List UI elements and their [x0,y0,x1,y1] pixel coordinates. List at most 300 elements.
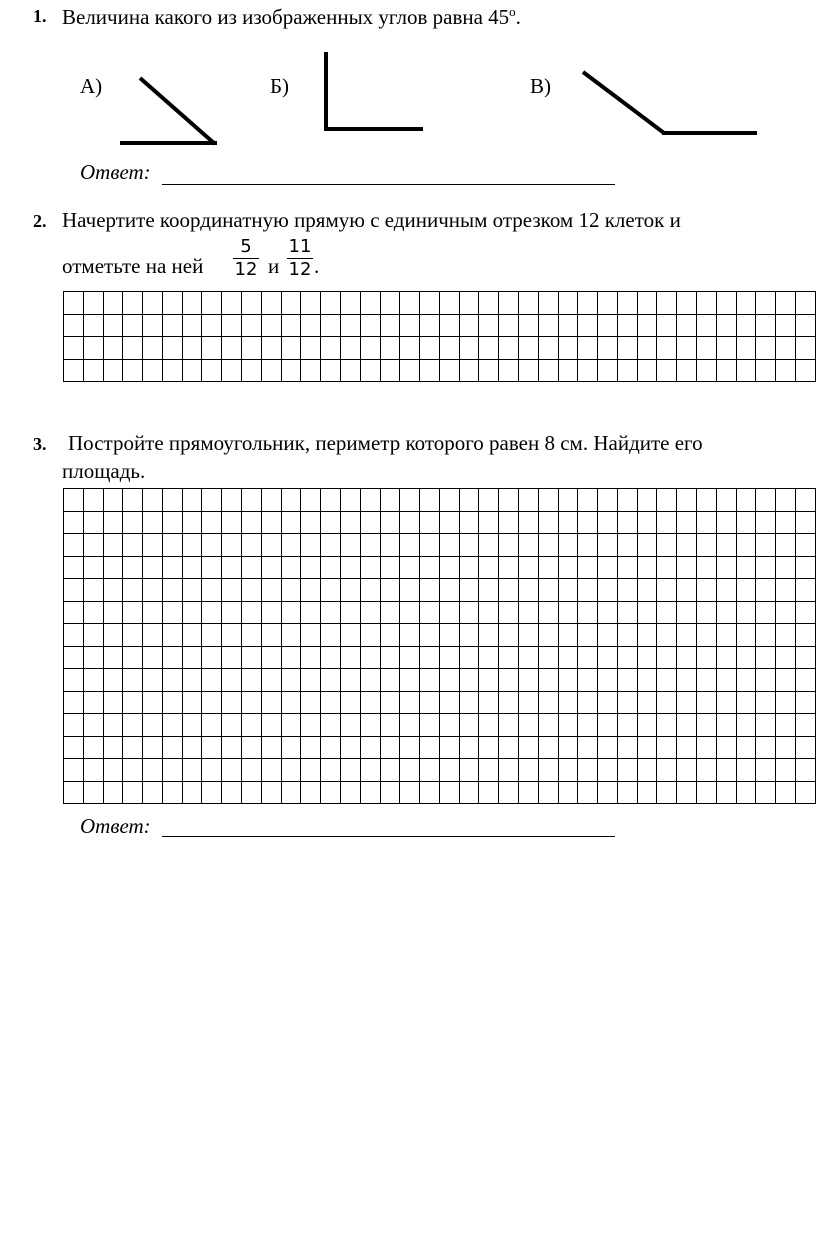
grid-cell[interactable] [123,337,143,360]
grid-cell[interactable] [736,624,756,647]
grid-cell[interactable] [499,556,519,579]
grid-cell[interactable] [420,714,440,737]
grid-cell[interactable] [64,359,84,382]
grid-cell[interactable] [756,292,776,315]
grid-cell[interactable] [756,736,776,759]
grid-cell[interactable] [301,314,321,337]
grid-cell[interactable] [340,736,360,759]
grid-cell[interactable] [439,511,459,534]
grid-cell[interactable] [598,714,618,737]
grid-cell[interactable] [162,579,182,602]
grid-cell[interactable] [499,314,519,337]
grid-cell[interactable] [558,511,578,534]
grid-cell[interactable] [499,534,519,557]
grid-cell[interactable] [578,359,598,382]
grid-cell[interactable] [657,314,677,337]
grid-cell[interactable] [400,781,420,804]
grid-cell[interactable] [439,736,459,759]
grid-cell[interactable] [617,714,637,737]
grid-cell[interactable] [301,534,321,557]
grid-cell[interactable] [499,624,519,647]
grid-cell[interactable] [143,601,163,624]
grid-cell[interactable] [64,534,84,557]
grid-cell[interactable] [637,489,657,512]
grid-cell[interactable] [459,781,479,804]
grid-cell[interactable] [459,489,479,512]
grid-cell[interactable] [716,489,736,512]
grid-cell[interactable] [479,646,499,669]
grid-cell[interactable] [202,736,222,759]
grid-cell[interactable] [598,359,618,382]
grid-cell[interactable] [617,601,637,624]
grid-cell[interactable] [420,489,440,512]
grid-cell[interactable] [479,556,499,579]
grid-cell[interactable] [400,646,420,669]
grid-cell[interactable] [479,759,499,782]
grid-cell[interactable] [776,337,796,360]
grid-cell[interactable] [83,489,103,512]
grid-cell[interactable] [499,736,519,759]
grid-cell[interactable] [518,337,538,360]
grid-cell[interactable] [459,624,479,647]
grid-cell[interactable] [558,691,578,714]
grid-cell[interactable] [637,646,657,669]
grid-cell[interactable] [756,534,776,557]
grid-cell[interactable] [677,736,697,759]
grid-cell[interactable] [538,359,558,382]
grid-cell[interactable] [538,601,558,624]
grid-cell[interactable] [697,511,717,534]
grid-cell[interactable] [162,534,182,557]
grid-cell[interactable] [123,292,143,315]
grid-cell[interactable] [716,556,736,579]
task3-answer-line[interactable] [162,836,615,837]
grid-cell[interactable] [677,556,697,579]
grid-cell[interactable] [83,714,103,737]
grid-cell[interactable] [123,714,143,737]
grid-cell[interactable] [776,579,796,602]
grid-cell[interactable] [578,534,598,557]
grid-cell[interactable] [657,337,677,360]
grid-cell[interactable] [598,579,618,602]
grid-cell[interactable] [83,781,103,804]
grid-cell[interactable] [795,714,815,737]
grid-cell[interactable] [64,511,84,534]
grid-cell[interactable] [83,511,103,534]
grid-cell[interactable] [479,714,499,737]
grid-cell[interactable] [143,534,163,557]
grid-cell[interactable] [677,489,697,512]
grid-cell[interactable] [340,489,360,512]
grid-cell[interactable] [182,534,202,557]
grid-cell[interactable] [538,489,558,512]
grid-cell[interactable] [261,337,281,360]
grid-cell[interactable] [756,337,776,360]
grid-cell[interactable] [222,624,242,647]
grid-cell[interactable] [360,489,380,512]
grid-cell[interactable] [439,646,459,669]
grid-cell[interactable] [459,556,479,579]
grid-cell[interactable] [518,489,538,512]
grid-cell[interactable] [657,601,677,624]
grid-cell[interactable] [538,292,558,315]
grid-cell[interactable] [716,781,736,804]
grid-cell[interactable] [736,781,756,804]
grid-cell[interactable] [558,781,578,804]
grid-cell[interactable] [795,781,815,804]
grid-cell[interactable] [301,714,321,737]
grid-cell[interactable] [558,534,578,557]
grid-cell[interactable] [380,489,400,512]
grid-cell[interactable] [736,534,756,557]
grid-cell[interactable] [558,736,578,759]
grid-cell[interactable] [162,489,182,512]
grid-cell[interactable] [64,489,84,512]
grid-cell[interactable] [103,736,123,759]
grid-cell[interactable] [677,337,697,360]
grid-cell[interactable] [420,624,440,647]
grid-cell[interactable] [202,556,222,579]
grid-cell[interactable] [340,601,360,624]
grid-cell[interactable] [182,314,202,337]
grid-cell[interactable] [617,359,637,382]
grid-cell[interactable] [420,646,440,669]
grid-cell[interactable] [598,337,618,360]
grid-cell[interactable] [261,691,281,714]
grid-cell[interactable] [776,292,796,315]
grid-cell[interactable] [637,292,657,315]
grid-cell[interactable] [123,359,143,382]
grid-cell[interactable] [281,556,301,579]
grid-cell[interactable] [83,669,103,692]
grid-cell[interactable] [64,314,84,337]
grid-cell[interactable] [64,579,84,602]
grid-cell[interactable] [380,511,400,534]
grid-cell[interactable] [499,781,519,804]
grid-cell[interactable] [439,714,459,737]
grid-cell[interactable] [518,781,538,804]
grid-cell[interactable] [360,511,380,534]
grid-cell[interactable] [83,556,103,579]
grid-cell[interactable] [242,511,262,534]
grid-cell[interactable] [716,691,736,714]
grid-cell[interactable] [321,669,341,692]
grid-cell[interactable] [558,759,578,782]
grid-cell[interactable] [459,714,479,737]
grid-cell[interactable] [578,691,598,714]
grid-cell[interactable] [657,669,677,692]
grid-cell[interactable] [261,579,281,602]
grid-cell[interactable] [103,511,123,534]
grid-cell[interactable] [380,534,400,557]
grid-cell[interactable] [162,556,182,579]
grid-cell[interactable] [538,556,558,579]
grid-cell[interactable] [143,359,163,382]
grid-cell[interactable] [360,314,380,337]
grid-cell[interactable] [598,292,618,315]
grid-cell[interactable] [598,691,618,714]
grid-cell[interactable] [321,511,341,534]
grid-cell[interactable] [64,624,84,647]
grid-cell[interactable] [360,714,380,737]
grid-cell[interactable] [479,534,499,557]
grid-cell[interactable] [637,314,657,337]
grid-cell[interactable] [677,669,697,692]
grid-cell[interactable] [64,759,84,782]
grid-cell[interactable] [400,736,420,759]
grid-cell[interactable] [736,736,756,759]
grid-cell[interactable] [637,691,657,714]
grid-cell[interactable] [162,646,182,669]
grid-cell[interactable] [162,337,182,360]
grid-cell[interactable] [83,337,103,360]
grid-cell[interactable] [340,579,360,602]
grid-cell[interactable] [242,534,262,557]
grid-cell[interactable] [578,292,598,315]
grid-cell[interactable] [182,489,202,512]
grid-cell[interactable] [697,337,717,360]
grid-cell[interactable] [400,691,420,714]
grid-cell[interactable] [162,292,182,315]
grid-cell[interactable] [242,579,262,602]
grid-cell[interactable] [64,781,84,804]
grid-cell[interactable] [103,714,123,737]
grid-cell[interactable] [162,624,182,647]
grid-cell[interactable] [499,511,519,534]
grid-cell[interactable] [538,579,558,602]
grid-cell[interactable] [756,601,776,624]
grid-cell[interactable] [281,669,301,692]
grid-cell[interactable] [143,489,163,512]
grid-cell[interactable] [499,669,519,692]
grid-cell[interactable] [459,359,479,382]
grid-cell[interactable] [558,556,578,579]
grid-cell[interactable] [380,759,400,782]
grid-cell[interactable] [617,292,637,315]
grid-cell[interactable] [776,669,796,692]
grid-cell[interactable] [716,511,736,534]
grid-cell[interactable] [518,601,538,624]
grid-cell[interactable] [795,601,815,624]
grid-cell[interactable] [578,714,598,737]
grid-cell[interactable] [103,669,123,692]
grid-cell[interactable] [677,579,697,602]
grid-cell[interactable] [558,714,578,737]
grid-cell[interactable] [558,359,578,382]
grid-cell[interactable] [479,601,499,624]
grid-cell[interactable] [281,489,301,512]
grid-cell[interactable] [301,646,321,669]
grid-cell[interactable] [499,489,519,512]
grid-cell[interactable] [182,781,202,804]
grid-cell[interactable] [657,579,677,602]
grid-cell[interactable] [242,691,262,714]
grid-cell[interactable] [360,736,380,759]
grid-cell[interactable] [380,314,400,337]
grid-cell[interactable] [281,624,301,647]
grid-cell[interactable] [321,781,341,804]
grid-cell[interactable] [281,736,301,759]
grid-cell[interactable] [321,601,341,624]
grid-cell[interactable] [459,534,479,557]
grid-cell[interactable] [756,359,776,382]
grid-cell[interactable] [697,314,717,337]
grid-cell[interactable] [795,359,815,382]
grid-cell[interactable] [143,314,163,337]
grid-cell[interactable] [143,736,163,759]
grid-cell[interactable] [697,579,717,602]
grid-cell[interactable] [479,314,499,337]
grid-cell[interactable] [261,759,281,782]
grid-cell[interactable] [222,714,242,737]
grid-cell[interactable] [637,601,657,624]
grid-cell[interactable] [182,511,202,534]
grid-cell[interactable] [182,556,202,579]
grid-cell[interactable] [558,489,578,512]
grid-cell[interactable] [617,669,637,692]
grid-cell[interactable] [697,759,717,782]
grid-cell[interactable] [162,359,182,382]
grid-cell[interactable] [301,556,321,579]
grid-cell[interactable] [64,556,84,579]
grid-cell[interactable] [103,781,123,804]
grid-cell[interactable] [321,556,341,579]
grid-cell[interactable] [242,556,262,579]
grid-cell[interactable] [83,292,103,315]
grid-cell[interactable] [420,511,440,534]
grid-cell[interactable] [400,579,420,602]
grid-cell[interactable] [657,292,677,315]
grid-cell[interactable] [697,714,717,737]
grid-task2[interactable] [63,291,816,382]
grid-cell[interactable] [756,781,776,804]
grid-cell[interactable] [64,601,84,624]
grid-cell[interactable] [222,556,242,579]
grid-cell[interactable] [499,579,519,602]
grid-cell[interactable] [182,646,202,669]
grid-cell[interactable] [321,314,341,337]
grid-cell[interactable] [736,511,756,534]
grid-cell[interactable] [103,337,123,360]
grid-cell[interactable] [301,736,321,759]
grid-cell[interactable] [776,359,796,382]
grid-cell[interactable] [677,781,697,804]
grid-cell[interactable] [103,359,123,382]
grid-cell[interactable] [83,579,103,602]
grid-cell[interactable] [340,337,360,360]
grid-cell[interactable] [420,556,440,579]
grid-cell[interactable] [697,624,717,647]
grid-cell[interactable] [64,669,84,692]
grid-cell[interactable] [64,646,84,669]
grid-cell[interactable] [518,359,538,382]
grid-cell[interactable] [242,601,262,624]
grid-cell[interactable] [380,736,400,759]
grid-cell[interactable] [459,669,479,692]
grid-cell[interactable] [657,736,677,759]
grid-cell[interactable] [321,489,341,512]
grid-cell[interactable] [776,489,796,512]
grid-cell[interactable] [716,646,736,669]
grid-cell[interactable] [657,624,677,647]
grid-cell[interactable] [301,601,321,624]
grid-cell[interactable] [716,714,736,737]
grid-cell[interactable] [222,511,242,534]
grid-cell[interactable] [301,781,321,804]
grid-cell[interactable] [795,646,815,669]
grid-cell[interactable] [83,646,103,669]
grid-cell[interactable] [64,736,84,759]
grid-cell[interactable] [261,669,281,692]
grid-cell[interactable] [182,359,202,382]
grid-cell[interactable] [281,714,301,737]
grid-cell[interactable] [400,624,420,647]
grid-cell[interactable] [123,601,143,624]
grid-cell[interactable] [518,624,538,647]
grid-cell[interactable] [182,759,202,782]
grid-cell[interactable] [756,691,776,714]
grid-cell[interactable] [420,359,440,382]
grid-cell[interactable] [795,579,815,602]
grid-cell[interactable] [617,759,637,782]
grid-cell[interactable] [340,556,360,579]
grid-cell[interactable] [261,714,281,737]
grid-cell[interactable] [420,534,440,557]
grid-cell[interactable] [756,511,776,534]
grid-cell[interactable] [756,646,776,669]
grid-cell[interactable] [578,781,598,804]
grid-cell[interactable] [558,337,578,360]
grid-cell[interactable] [736,646,756,669]
grid-cell[interactable] [439,314,459,337]
grid-cell[interactable] [499,337,519,360]
grid-cell[interactable] [697,736,717,759]
grid-cell[interactable] [281,359,301,382]
grid-cell[interactable] [538,624,558,647]
grid-cell[interactable] [697,556,717,579]
grid-cell[interactable] [697,646,717,669]
grid-cell[interactable] [340,714,360,737]
grid-cell[interactable] [538,736,558,759]
grid-cell[interactable] [578,579,598,602]
grid-cell[interactable] [459,601,479,624]
grid-cell[interactable] [637,669,657,692]
grid-cell[interactable] [439,624,459,647]
grid-cell[interactable] [360,337,380,360]
grid-cell[interactable] [321,759,341,782]
grid-cell[interactable] [261,314,281,337]
grid-cell[interactable] [321,534,341,557]
grid-cell[interactable] [103,601,123,624]
grid-cell[interactable] [242,624,262,647]
grid-cell[interactable] [380,579,400,602]
grid-cell[interactable] [321,337,341,360]
grid-cell[interactable] [637,337,657,360]
grid-cell[interactable] [558,601,578,624]
grid-cell[interactable] [598,601,618,624]
grid-cell[interactable] [598,624,618,647]
grid-cell[interactable] [776,601,796,624]
grid-cell[interactable] [439,359,459,382]
grid-cell[interactable] [499,601,519,624]
grid-cell[interactable] [222,292,242,315]
grid-cell[interactable] [736,714,756,737]
grid-cell[interactable] [776,556,796,579]
grid-cell[interactable] [420,601,440,624]
grid-cell[interactable] [301,359,321,382]
grid-cell[interactable] [499,359,519,382]
grid-cell[interactable] [242,359,262,382]
